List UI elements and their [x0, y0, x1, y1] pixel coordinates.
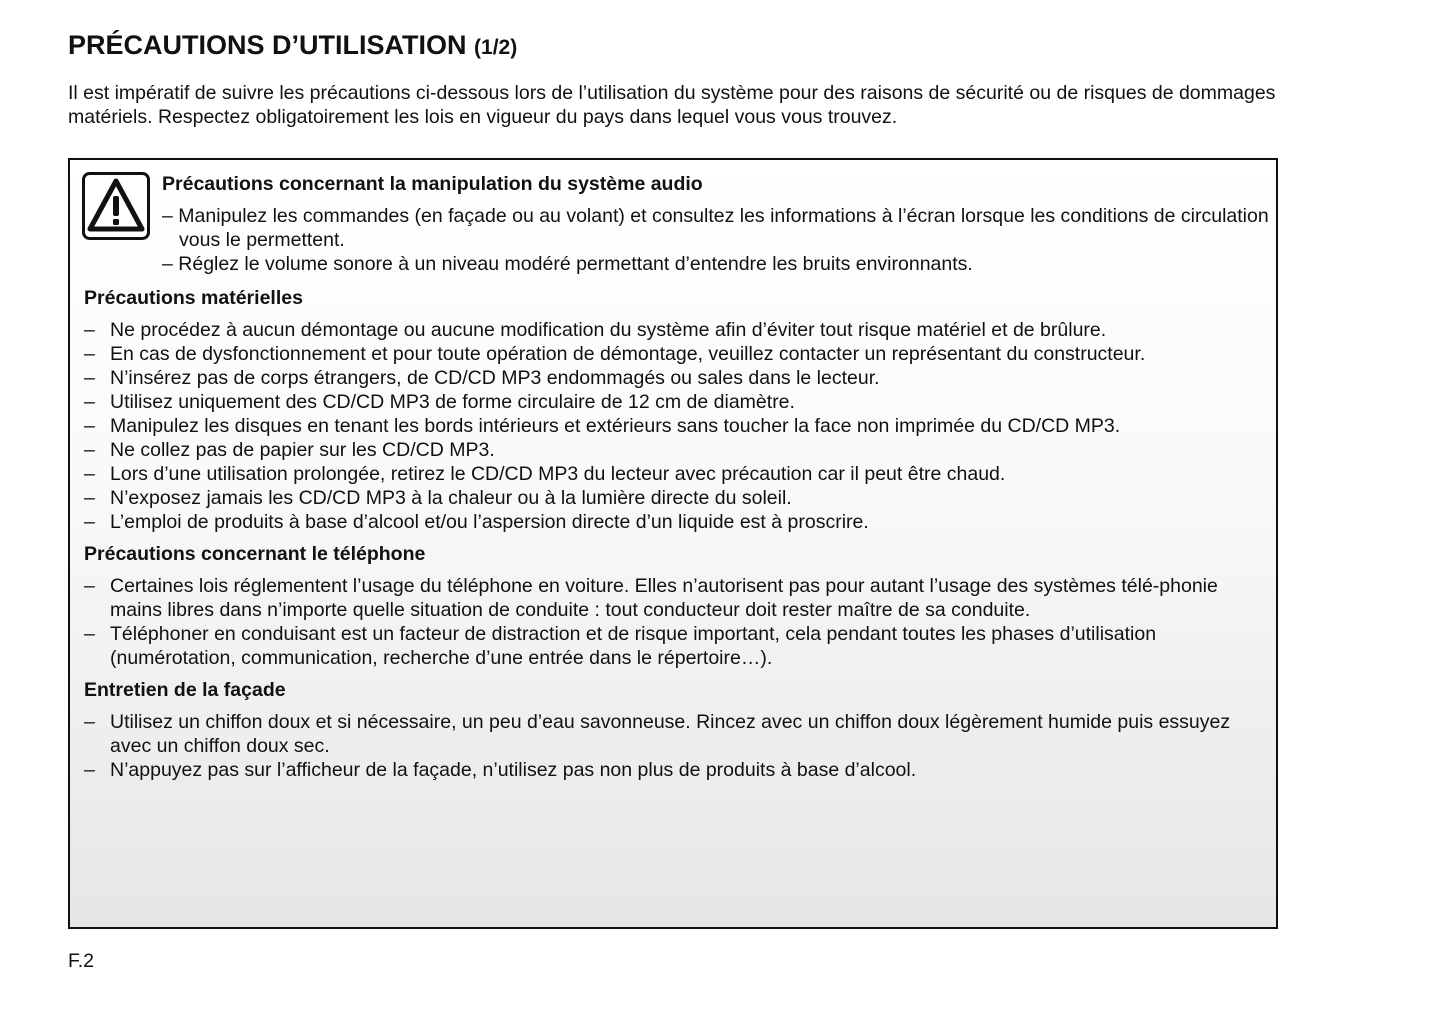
page-number: F.2: [68, 950, 95, 972]
page-title-text: PRÉCAUTIONS D’UTILISATION: [68, 30, 467, 60]
precaution-sections: [84, 286, 1269, 790]
page-title: [68, 30, 517, 61]
page-title-suffix: (1/2): [474, 36, 518, 59]
section-materielles: [84, 286, 1269, 534]
list-item: [84, 390, 1269, 414]
list-item-text: Utilisez un chiffon doux et si nécessaire, un peu d’eau savonneuse. Rincez avec un chiffon doux légèrement humide puis essuyez avec un chiffon doux sec.: [110, 711, 1231, 757]
list-item: [84, 414, 1269, 438]
audio-warning-list: [162, 204, 1272, 276]
list-dash: –: [84, 623, 95, 645]
list-item-text: N’exposez jamais les CD/CD MP3 à la chaleur ou à la lumière directe du soleil.: [110, 487, 792, 509]
list-item: [84, 342, 1269, 366]
list-item-text: L’emploi de produits à base d’alcool et/ou l’aspersion directe d’un liquide est à proscrire.: [110, 511, 869, 533]
list-dash: –: [84, 343, 95, 365]
list-item: [84, 462, 1269, 486]
list-item-text: Lors d’une utilisation prolongée, retirez le CD/CD MP3 du lecteur avec précaution car il peut être chaud.: [110, 463, 1006, 485]
list-item: [84, 486, 1269, 510]
list-dash: –: [84, 439, 95, 461]
list-dash: –: [84, 487, 95, 509]
list-item-text: Manipulez les disques en tenant les bords intérieurs et extérieurs sans toucher la face non imprimée du CD/CD MP3.: [110, 415, 1121, 437]
list-dash: –: [84, 319, 95, 341]
section-heading: Entretien de la façade: [84, 679, 286, 701]
list-item: [84, 438, 1269, 462]
audio-warning-item: – Réglez le volume sonore à un niveau modéré permettant d’entendre les bruits environnants.: [162, 253, 973, 275]
list-dash: –: [84, 759, 95, 781]
section-list: [84, 318, 1269, 534]
list-dash: –: [84, 575, 95, 597]
list-dash: –: [84, 711, 95, 733]
warning-triangle-icon: [82, 172, 150, 240]
precautions-box: [68, 158, 1278, 929]
list-item-text: Téléphoner en conduisant est un facteur de distraction et de risque important, cela pendant toutes les phases d’utilisation (numérotation, communication, recherche d’une entrée dans le répertoire…).: [110, 623, 1157, 669]
section-heading: Précautions concernant le téléphone: [84, 543, 426, 565]
section-facade: [84, 678, 1269, 782]
list-dash: –: [84, 511, 95, 533]
list-item: [84, 710, 1269, 758]
section-telephone: [84, 542, 1269, 670]
list-item-text: Utilisez uniquement des CD/CD MP3 de forme circulaire de 12 cm de diamètre.: [110, 391, 795, 413]
list-item: [84, 574, 1269, 622]
list-item-text: Ne collez pas de papier sur les CD/CD MP3.: [110, 439, 495, 461]
list-dash: –: [84, 367, 95, 389]
list-item: [84, 366, 1269, 390]
list-item-text: Ne procédez à aucun démontage ou aucune modification du système afin d’éviter tout risque matériel et de brûlure.: [110, 319, 1107, 341]
intro-paragraph: Il est impératif de suivre les précautions ci-dessous lors de l’utilisation du système pour des raisons de sécurité ou de risques de dommages matériels. Respectez obligatoirement les lois en vigueur du pays dans lequel vous vous trouvez.: [68, 82, 1276, 128]
list-dash: –: [84, 415, 95, 437]
audio-warning-item: – Manipulez les commandes (en façade ou au volant) et consultez les informations à l’écran lorsque les conditions de circulation vous le permettent.: [162, 205, 1269, 251]
section-list: [84, 574, 1269, 670]
list-item-text: Certaines lois réglementent l’usage du téléphone en voiture. Elles n’autorisent pas pour autant l’usage des systèmes télé-phonie mains libres dans n’importe quelle situation de conduite : tout conducteur doit rester maître de sa conduite.: [110, 575, 1218, 621]
list-dash: –: [84, 391, 95, 413]
list-item: [84, 758, 1269, 782]
list-dash: –: [84, 463, 95, 485]
section-list: [84, 710, 1269, 782]
audio-warning-block: [162, 172, 1272, 276]
list-item: [84, 510, 1269, 534]
list-item-text: En cas de dysfonctionnement et pour toute opération de démontage, veuillez contacter un représentant du constructeur.: [110, 343, 1146, 365]
section-heading: Précautions matérielles: [84, 287, 303, 309]
list-item: [84, 622, 1269, 670]
list-item-text: N’appuyez pas sur l’afficheur de la façade, n’utilisez pas non plus de produits à base d’alcool.: [110, 759, 917, 781]
list-item-text: N’insérez pas de corps étrangers, de CD/CD MP3 endommagés ou sales dans le lecteur.: [110, 367, 880, 389]
list-item: [84, 318, 1269, 342]
audio-warning-heading: Précautions concernant la manipulation du système audio: [162, 173, 703, 195]
